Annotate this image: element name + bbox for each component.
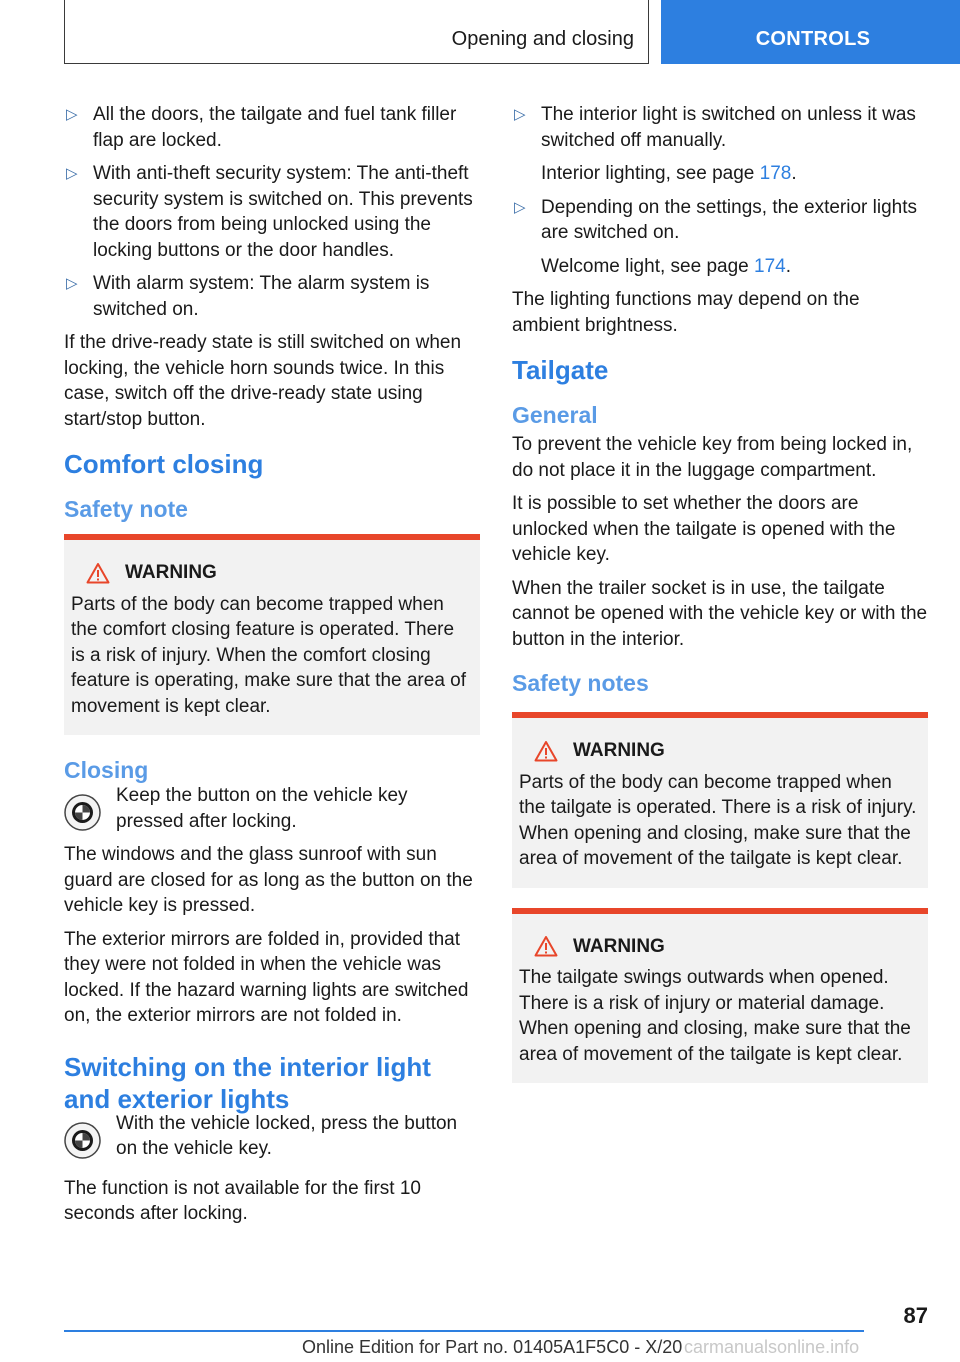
triangle-bullet-icon: ▷ (66, 275, 78, 292)
right-column (512, 102, 928, 1103)
header-section-box (64, 0, 649, 64)
vehicle-key-button-icon (64, 1122, 101, 1159)
heading-closing: Closing (64, 757, 149, 783)
heading-comfort-closing: Comfort closing (64, 449, 264, 479)
list-item-text: The interior light is switched on unless it was switched off manually. (541, 104, 916, 151)
warning-label: WARNING (125, 562, 217, 583)
heading-safety-notes: Safety notes (512, 670, 649, 696)
footer-divider (64, 1330, 864, 1332)
cross-reference-text: Interior lighting, see page (541, 163, 760, 184)
header-section-title: Opening and closing (451, 28, 634, 50)
warning-text: Parts of the body can become trapped when the comfort closing feature is operated. There is a risk of injury. When the comfort closing feature is operating, make sure that the area of movement is kept clear. (71, 593, 467, 717)
paragraph-unlock-setting: It is possible to set whether the doors are unlocked when the tailgate is opened with the vehicle key. (512, 493, 896, 565)
key-instruction (64, 785, 480, 834)
warning-label: WARNING (573, 740, 665, 761)
list-item-text: All the doors, the tailgate and fuel tank filler flap are locked. (93, 104, 457, 151)
warning-label: WARNING (573, 935, 665, 957)
triangle-bullet-icon: ▷ (514, 106, 526, 123)
warning-text: The tailgate swings outwards when opened. There is a risk of injury or material damage. When opening and closing, make sure that the area of movement of the tailgate is kept clear. (519, 967, 911, 1065)
warning-triangle-icon (534, 740, 558, 762)
list-item-text: With anti-theft security system: The anti-theft security system is switched on. This prevents the doors from being unlocked using the locking buttons or the door handles. (93, 163, 473, 261)
key-instruction (64, 1112, 480, 1162)
list-item-text: With alarm system: The alarm system is switched on. (93, 273, 430, 320)
left-column (64, 102, 480, 1235)
warning-box (64, 534, 480, 735)
warning-text: Parts of the body can become trapped when the tailgate is operated. There is a risk of injury. When opening and closing, make sure that the area of movement of the tailgate is kept clear. (519, 771, 917, 869)
list-item (64, 271, 480, 322)
paragraph-horn: If the drive-ready state is still switched on when locking, the vehicle horn sounds twice. In this case, switch off the drive-ready state using start/stop button. (64, 332, 462, 430)
heading-general: General (512, 402, 598, 428)
paragraph-availability: The function is not available for the first 10 seconds after locking. (64, 1177, 421, 1224)
list-item (64, 102, 480, 153)
list-item-text: Depending on the settings, the exterior lights are switched on. (541, 196, 918, 243)
switch-instruction-text: With the vehicle locked, press the button on the vehicle key. (116, 1112, 458, 1159)
heading-tailgate: Tailgate (512, 355, 609, 385)
paragraph-mirrors: The exterior mirrors are folded in, provided that they were not folded in when the vehicle was locked. If the hazard warning lights are switched on, the exterior mirrors are not folded in. (64, 928, 469, 1026)
cross-reference-text: Welcome light, see page (541, 255, 754, 277)
paragraph-trailer: When the trailer socket is in use, the tailgate cannot be opened with the vehicle key or with the button in the interior. (512, 577, 928, 650)
list-item (512, 102, 928, 153)
vehicle-key-button-icon (64, 794, 101, 831)
header-chapter-label: CONTROLS (755, 28, 871, 50)
page-link-174[interactable]: 174 (754, 255, 786, 277)
list-item (64, 161, 480, 263)
closing-instruction-text: Keep the button on the vehicle key pressed after locking. (116, 785, 408, 832)
page-link-178[interactable]: 178 (759, 163, 792, 184)
list-item (512, 195, 928, 246)
warning-header (534, 738, 920, 764)
warning-header (534, 934, 920, 960)
heading-switching-lights: Switching on the interior light and exterior lights (64, 1051, 431, 1114)
paragraph-windows: The windows and the glass sunroof with sun guard are closed for as long as the button on the vehicle key is pressed. (64, 844, 473, 916)
triangle-bullet-icon: ▷ (66, 165, 78, 182)
triangle-bullet-icon: ▷ (514, 198, 526, 216)
cross-reference: Interior lighting, see page 178. (541, 163, 797, 184)
cross-reference: Welcome light, see page 174. (541, 255, 791, 277)
heading-safety-note: Safety note (64, 496, 188, 522)
watermark: carmanualsonline.info (684, 1337, 860, 1357)
footer-edition: Online Edition for Part no. 01405A1F5C0 - X/20 (302, 1337, 683, 1357)
paragraph-lighting: The lighting functions may depend on the ambient brightness. (512, 289, 860, 336)
triangle-bullet-icon: ▷ (66, 106, 78, 123)
warning-triangle-icon (86, 562, 110, 584)
warning-header (86, 560, 472, 586)
warning-triangle-icon (534, 935, 558, 957)
warning-box (512, 908, 928, 1084)
paragraph-key-locked: To prevent the vehicle key from being locked in, do not place it in the luggage compartment. (512, 434, 913, 481)
header-chapter-tab[interactable] (661, 0, 960, 64)
warning-box (512, 712, 928, 888)
page-number: 87 (903, 1303, 928, 1328)
